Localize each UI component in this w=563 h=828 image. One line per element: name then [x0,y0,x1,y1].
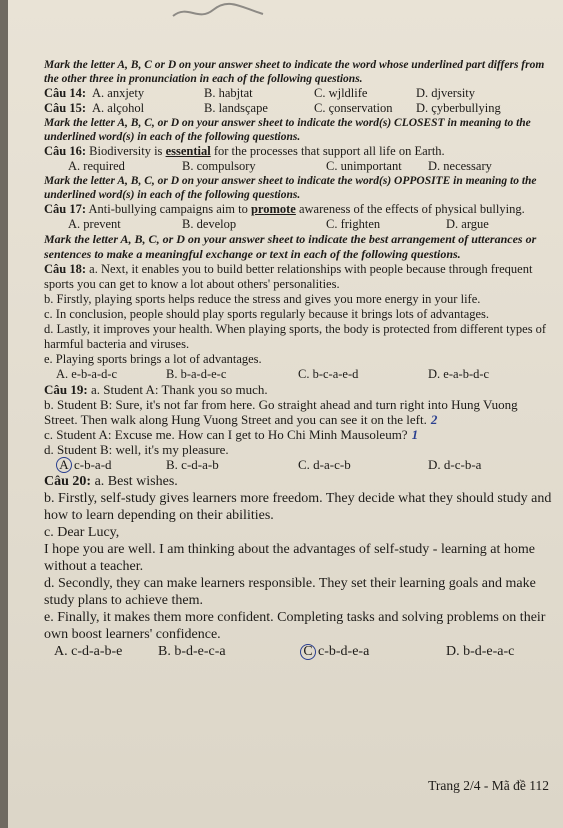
q15-option-b: B. landsçape [204,101,268,115]
q16-options [44,159,554,174]
q19-option-d: D. d-c-b-a [428,457,482,472]
q20-line-b: b. Firstly, self-study gives learners more freedom. They decide what they should study and how to learn depending on their abilities. [44,491,552,523]
q14-option-d: D. djversity [416,86,476,100]
q18-options [44,367,554,382]
q15-option-d: D. çyberbullying [416,101,501,115]
answer-circle: C [300,644,316,660]
q17-number: Câu 17: [44,202,87,216]
q19-line-c-text: c. Student A: Excuse me. How can I get to Ho Chi Minh Mausoleum? [44,427,408,442]
handwritten-mark: 1 [411,427,419,442]
q15-number: Câu 15: [44,101,87,115]
handwritten-mark: 2 [430,412,438,427]
q19-option-a-text: c-b-a-d [74,457,112,472]
q16-text-post: for the processes that support all life on Earth. [210,144,445,158]
q18-line-d: d. Lastly, it improves your health. When playing sports, the body is protected from different types of harmful bacteria and viruses. [44,322,547,351]
q17-text-pre: Anti-bullying campaigns aim to [88,202,251,216]
page-footer: Trang 2/4 - Mã đề 112 [428,778,549,793]
q18-line-a: a. Next, it enables you to build better relationships with people because through frequent sports you can get to know a lot about others' personalities. [44,262,533,291]
q16-text-pre: Biodiversity is [89,144,166,158]
pen-scribble [168,2,268,26]
q17-text-post: awareness of the effects of physical bullying. [295,202,525,216]
q19-option-b: B. c-d-a-b [166,457,219,472]
q20-options [44,643,554,660]
q14-number: Câu 14: [44,86,87,100]
q20-line-a: a. Best wishes. [94,474,178,489]
exam-content [44,58,554,660]
q16-number: Câu 16: [44,144,87,158]
q18-option-b: B. b-a-d-e-c [166,367,227,381]
q20-line-e: e. Finally, it makes them more confident. Completing tasks and solving problems on their own boost learners' confidence. [44,610,546,642]
q16-underlined: essential [165,144,211,158]
q17-underlined: promote [250,202,296,216]
q20-line-c: c. Dear Lucy, [44,525,120,540]
instruction-opposite: Mark the letter A, B, C, or D on your answer sheet to indicate the word(s) OPPOSITE in meaning to the underlined word(s) in each of the following questions. [44,175,537,201]
instruction-arrangement: Mark the letter A, B, C, or D on your answer sheet to indicate the best arrangement of utterances or sentences to make a meaningful exchange or text in each of the following questions. [44,232,537,261]
q19-option-a [56,457,166,473]
answer-circle: A [56,457,72,473]
q19-line-a: a. Student A: Thank you so much. [90,382,268,397]
q20-option-d: D. b-d-e-a-c [446,644,515,659]
q20-number: Câu 20: [44,474,92,489]
q19-number: Câu 19: [44,382,88,397]
instruction-pronunciation: Mark the letter A, B, C or D on your answer sheet to indicate the word whose underlined part differs from the other three in pronunciation in each of the following questions. [44,59,545,85]
q19-line-c [44,427,554,442]
q16-option-a: A. required [68,159,125,173]
q20-option-a: A. c-d-a-b-e [54,644,123,659]
q17-option-a: A. prevent [68,217,121,231]
q20-option-c [300,643,446,660]
q18-line-c: c. In conclusion, people should play sports regularly because it brings lots of advantages. [44,307,490,321]
q14-option-c: C. wjldlife [314,86,368,100]
question-18 [44,262,554,292]
q18-number: Câu 18: [44,262,87,276]
q16-option-c: C. unimportant [326,159,402,173]
q18-option-a: A. e-b-a-d-c [56,367,118,381]
q17-option-c: C. frighten [326,217,381,231]
q15-option-c: C. çonservation [314,101,393,115]
q17-option-d: D. argue [446,217,489,231]
q19-line-b-text: b. Student B: Sure, it's not far from here. Go straight ahead and turn right into Hung Vuong Street. Then walk along Hung Vuong Street and you can see it on the left. [44,397,518,427]
question-15 [44,101,554,116]
q14-option-b: B. habjtat [204,86,253,100]
q18-option-d: D. e-a-b-d-c [428,367,490,381]
q17-option-b: B. develop [182,217,237,231]
q18-line-b: b. Firstly, playing sports helps reduce the stress and gives you more energy in your life. [44,292,481,306]
q16-option-b: B. compulsory [182,159,256,173]
question-17 [44,202,554,217]
q19-options [44,457,554,473]
q19-option-c: C. d-a-c-b [298,457,351,472]
question-14 [44,86,554,101]
question-20 [44,473,554,490]
q19-line-d: d. Student B: well, it's my pleasure. [44,442,229,457]
q19-line-b [44,397,554,427]
q20-option-b: B. b-d-e-c-a [158,644,226,659]
q16-option-d: D. necessary [428,159,492,173]
q17-options [44,217,554,232]
exam-page [8,0,563,828]
q15-option-a: A. alçohol [92,101,145,115]
instruction-closest: Mark the letter A, B, C, or D on your answer sheet to indicate the word(s) CLOSEST in meaning to the underlined word(s) in each of the following questions. [44,117,531,143]
q18-option-c: C. b-c-a-e-d [298,367,359,381]
q18-line-e: e. Playing sports brings a lot of advantages. [44,352,262,366]
q20-line-d: d. Secondly, they can make learners responsible. They set their learning goals and make study plans to achieve them. [44,576,536,608]
q20-option-c-text: c-b-d-e-a [318,644,370,659]
q20-line-c2: I hope you are well. I am thinking about the advantages of self-study - learning at home without a teacher. [44,542,536,574]
question-19 [44,382,554,397]
question-16 [44,144,554,159]
q14-option-a: A. anxjety [92,86,145,100]
